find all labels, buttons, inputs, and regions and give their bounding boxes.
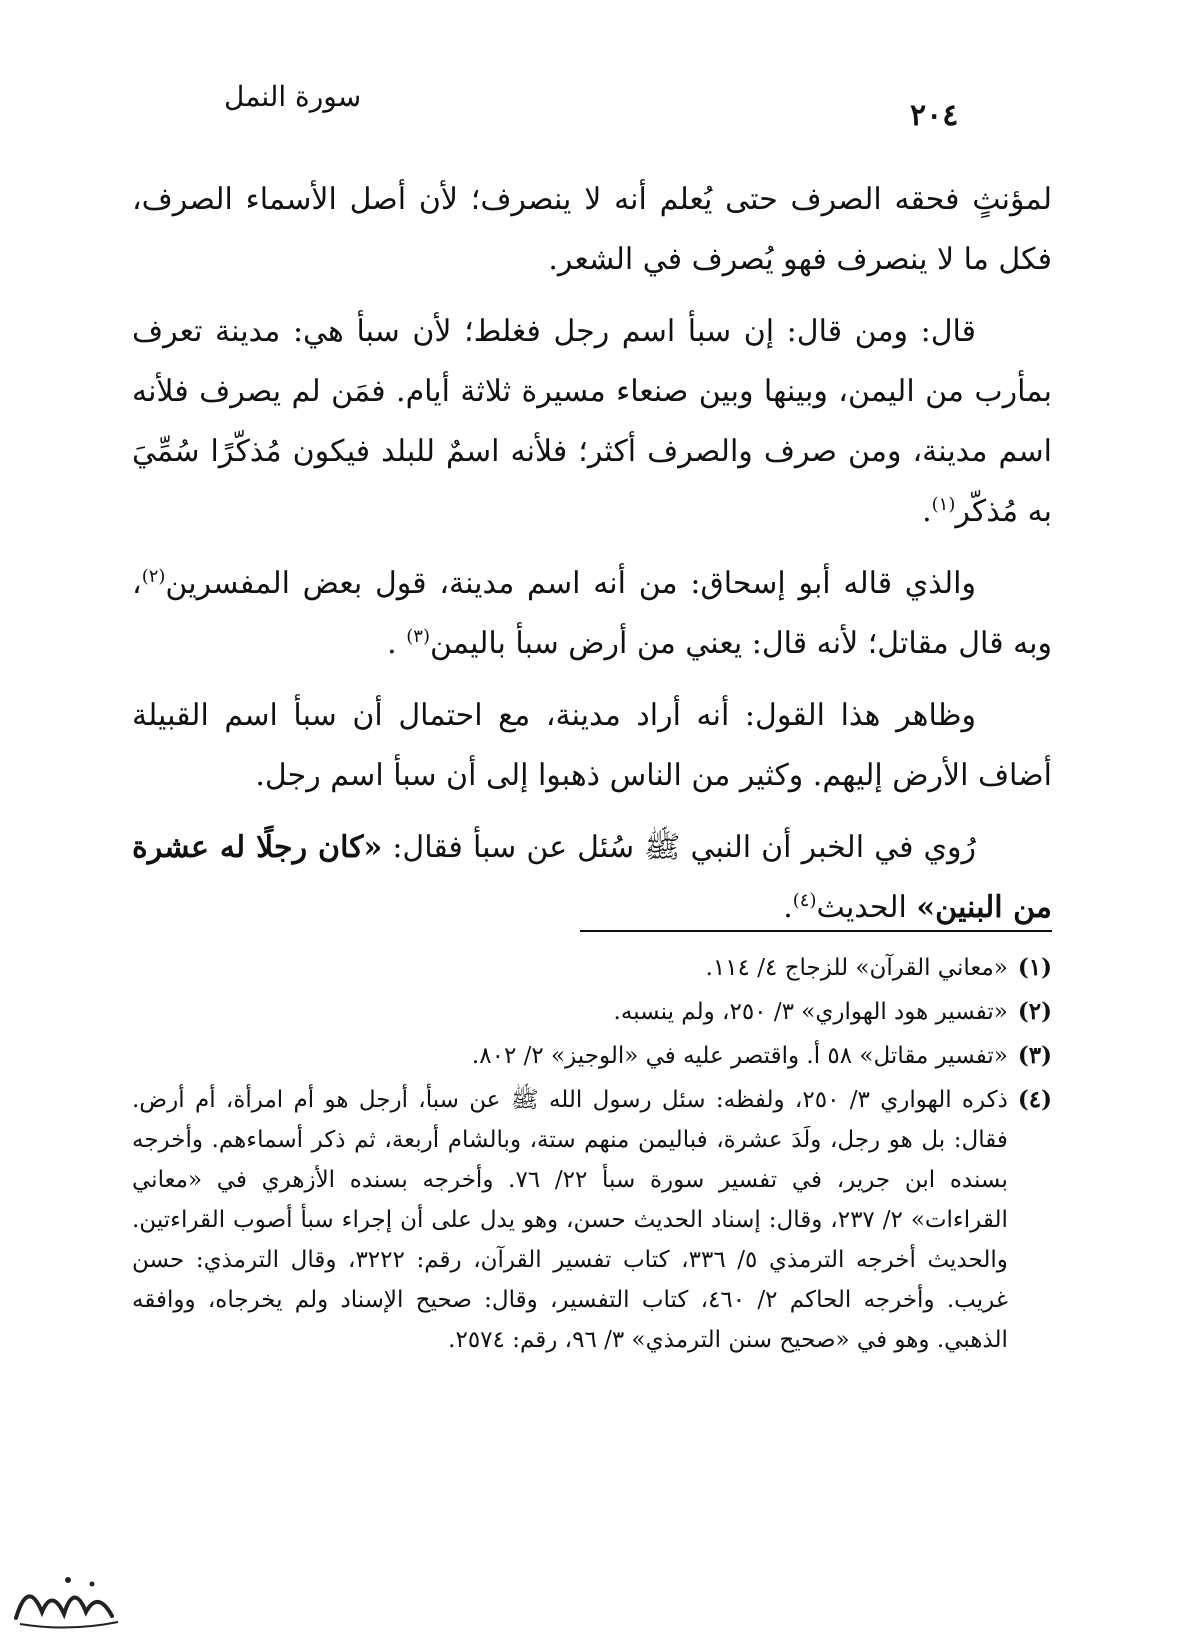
footnote-text: «تفسير مقاتل» ٥٨ أ. واقتصر عليه في «الوجيز» ٢/ ٨٠٢. <box>471 1043 1008 1069</box>
paragraph-5-end: . <box>783 890 793 925</box>
paragraph-2-end: . <box>922 494 932 529</box>
paragraph-3-end: . <box>387 626 407 661</box>
paragraph-5 <box>132 818 1052 938</box>
footnote-number: (٢) <box>1017 998 1052 1025</box>
footnote-ref-2[interactable]: (٢) <box>141 566 166 587</box>
footnote-ref-4[interactable]: (٤) <box>792 890 817 911</box>
hadith-quote: «كان رجلًا له عشرة من البنين» <box>132 830 1052 925</box>
footnote-text: «معاني القرآن» للزجاج ٤/ ١١٤. <box>705 955 1008 981</box>
footnote-item <box>132 948 1052 988</box>
footnote-number: (٤) <box>1017 1086 1052 1113</box>
footnote-number: (١) <box>1017 954 1052 981</box>
footnote-item <box>132 1036 1052 1076</box>
main-text <box>132 170 1052 938</box>
surah-title: سورة النمل <box>224 80 362 113</box>
footnote-divider <box>580 930 1052 932</box>
footnote-item <box>132 1080 1052 1360</box>
paragraph-4-text: وظاهر هذا القول: أنه أراد مدينة، مع احتمال أن سبأ اسم القبيلة أضاف الأرض إليهم. وكثير من الناس ذهبوا إلى أن سبأ اسم رجل. <box>132 698 1052 793</box>
footnote-item <box>132 992 1052 1032</box>
paragraph-2-text: قال: ومن قال: إن سبأ اسم رجل فغلط؛ لأن سبأ هي: مدينة تعرف بمأرب من اليمن، وبينها وبين صنعاء مسيرة ثلاثة أيام. فمَن لم يصرف فلأنه اسم مدينة، ومن صرف والصرف أكثر؛ فلأنه اسمٌ للبلد فيكون مُذكّرًا سُمِّيَ به مُذكّر <box>132 314 1052 529</box>
paragraph-1 <box>132 170 1052 290</box>
footnotes <box>132 948 1052 1364</box>
footnote-text: «تفسير هود الهواري» ٣/ ٢٥٠، ولم ينسبه. <box>613 999 1008 1025</box>
paragraph-2 <box>132 302 1052 542</box>
paragraph-5-text-b: الحديث <box>816 890 917 925</box>
paragraph-4 <box>132 686 1052 806</box>
paragraph-3-text-b: ، وبه قال مقاتل؛ لأنه قال: يعني من أرض سبأ باليمن <box>132 566 1052 661</box>
footnote-ref-1[interactable]: (١) <box>931 494 956 515</box>
paragraph-1-text: لمؤنثٍ فحقه الصرف حتى يُعلم أنه لا ينصرف؛ لأن أصل الأسماء الصرف، فكل ما لا ينصرف فهو يُصرف في الشعر. <box>132 182 1052 277</box>
paragraph-3-text-a: والذي قاله أبو إسحاق: من أنه اسم مدينة، قول بعض المفسرين <box>165 566 976 601</box>
footnote-text: ذكره الهواري ٣/ ٢٥٠، ولفظه: سئل رسول الله ﷺ عن سبأ، أرجل هو أم امرأة، أم أرض. فقال: بل هو رجل، ولَدَ عشرة، فباليمن منهم ستة، وبالشام أربعة، ثم ذكر أسماءهم. وأخرجه بسنده ابن جرير، في تفسير سورة سبأ ٢٢/ ٧٦. وأخرجه بسنده الأزهري في «معاني القراءات» ٢/ ٢٣٧، وقال: إسناد الحديث حسن، وهو يدل على أن إجراء سبأ أصوب القراءتين. والحديث أخرجه الترمذي ٥/ ٣٣٦، كتاب تفسير القرآن، رقم: ٣٢٢٢، وقال الترمذي: حسن غريب. وأخرجه الحاكم ٢/ ٤٦٠، كتاب التفسير، وقال: صحيح الإسناد ولم يخرجاه، ووافقه الذهبي. وهو في «صحيح سنن الترمذي» ٣/ ٩٦، رقم: ٢٥٧٤. <box>132 1087 1008 1353</box>
page-number: ٢٠٤ <box>910 98 959 133</box>
footnote-number: (٣) <box>1017 1042 1052 1069</box>
paragraph-3 <box>132 554 1052 674</box>
footnote-ref-3[interactable]: (٣) <box>406 626 430 647</box>
calligraphy-logo-icon <box>8 1568 128 1638</box>
paragraph-5-text-a: رُوي في الخبر أن النبي ﷺ سُئل عن سبأ فقال: <box>382 830 976 865</box>
